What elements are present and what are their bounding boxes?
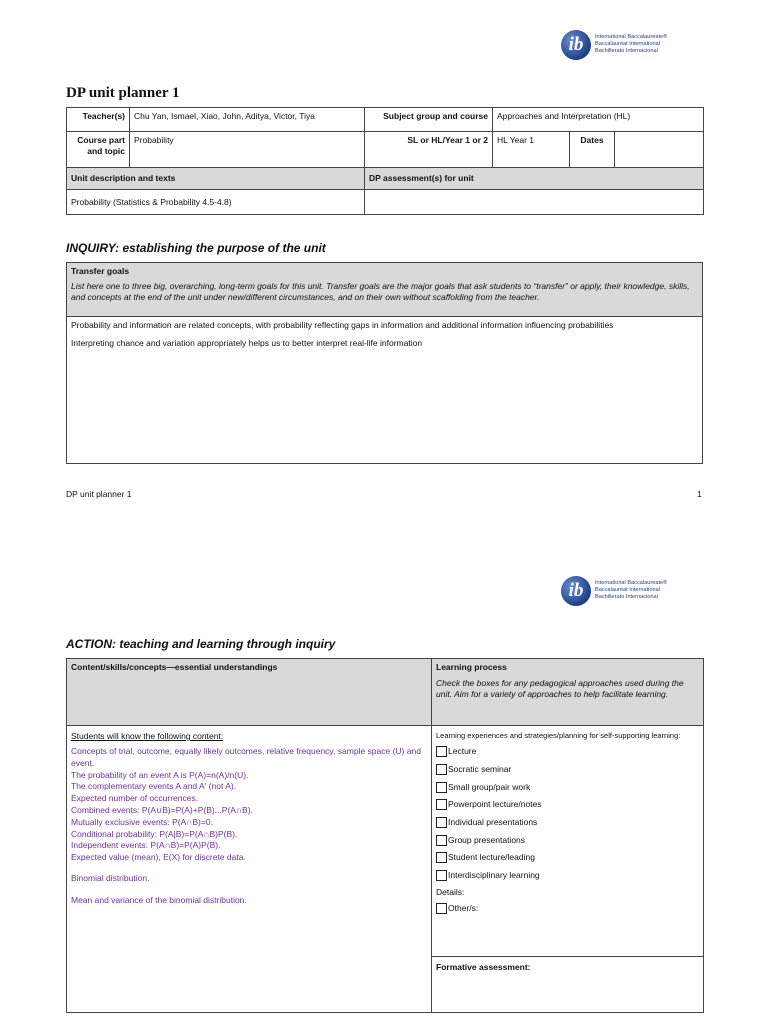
transfer-goals-content[interactable] (67, 317, 703, 464)
transfer-goals-instructions: List here one to three big, overarching, long-term goals for this unit. Transfer goals are the major goals that ask students to “transfer” or apply, their knowledge, skills, and concepts at the end of the unit under new/different circumstances, and on their own without scaffolding from the teacher. (71, 281, 690, 302)
learning-experiences-label: Learning experiences and strategies/planning for self-supporting learning: (436, 731, 681, 740)
checkbox-individual-presentations[interactable]: Individual presentations (436, 814, 699, 832)
footer-page-number: 1 (697, 489, 702, 499)
ib-logo-text: International Baccalaureate® Baccalauréat International Bachillerato Internacional (595, 580, 668, 600)
content-header: Content/skills/concepts—essential understandings (67, 659, 432, 726)
details-label: Details: (436, 886, 465, 897)
checkbox-group-presentations[interactable]: Group presentations (436, 831, 699, 849)
action-table (66, 658, 704, 1013)
ib-logo-mark: ib (561, 576, 591, 606)
page-title: DP unit planner 1 (66, 85, 180, 101)
content-line: Conditional probability: P(A|B)=P(A∩B)P(B). (71, 828, 238, 839)
ib-logo-page2 (561, 576, 681, 612)
learning-process-instructions: Check the boxes for any pedagogical approaches used during the unit. Aim for a variety of approaches to help facilitate learning. (436, 678, 684, 699)
checkbox-box[interactable] (436, 903, 447, 914)
ib-logo (561, 30, 681, 66)
footer-title: DP unit planner 1 (66, 489, 132, 499)
content-cell[interactable] (67, 726, 432, 1013)
checkbox-box[interactable] (436, 764, 447, 775)
content-line: The probability of an event A is P(A)=n(A)/n(U). (71, 769, 249, 780)
content-line: Binomial distribution. (71, 872, 150, 883)
learning-process-label: Learning process (436, 662, 507, 672)
transfer-goals-header (67, 263, 703, 317)
content-line: The complementary events A and A′ (not A). (71, 781, 237, 792)
checkbox-small-group[interactable]: Small group/pair work (436, 778, 699, 796)
checkbox-other[interactable]: Other/s: (436, 900, 699, 918)
checkbox-box[interactable] (436, 799, 447, 810)
course-part-label: Course part and topic (67, 132, 130, 168)
dp-assessment-label: DP assessment(s) for unit (365, 168, 704, 190)
dates-value[interactable] (615, 132, 704, 168)
checkbox-socratic-seminar[interactable]: Socratic seminar (436, 761, 699, 779)
transfer-goals-table (66, 262, 703, 464)
checkbox-box[interactable] (436, 852, 447, 863)
checkbox-box[interactable] (436, 782, 447, 793)
checkbox-box[interactable] (436, 835, 447, 846)
formative-assessment-label[interactable]: Formative assessment: (432, 957, 704, 1013)
teachers-label: Teacher(s) (67, 108, 130, 132)
subject-value[interactable]: Approaches and Interpretation (HL) (493, 108, 704, 132)
ib-logo-text: International Baccalaureate® Baccalauréat International Bachillerato Internacional (595, 34, 668, 54)
teachers-value[interactable]: Chu Yan, Ismael, Xiao, John, Aditya, Victor, Tiya (130, 108, 365, 132)
transfer-goals-label: Transfer goals (71, 266, 130, 276)
checkbox-lecture[interactable]: Lecture (436, 743, 699, 761)
checkbox-box[interactable] (436, 870, 447, 881)
learning-experiences-cell (432, 726, 704, 957)
checkbox-powerpoint[interactable]: Powerpoint lecture/notes (436, 796, 699, 814)
unit-info-table (66, 107, 704, 215)
checkbox-box[interactable] (436, 746, 447, 757)
content-line: Independent events: P(A∩B)=P(A)P(B). (71, 840, 221, 851)
checkbox-interdisciplinary[interactable]: Interdisciplinary learning (436, 867, 699, 885)
students-know-heading: Students will know the following content: (71, 731, 224, 741)
checkbox-student-lecture[interactable]: Student lecture/leading (436, 849, 699, 867)
action-title: ACTION: teaching and learning through inquiry (66, 637, 336, 651)
ib-logo-mark: ib (561, 30, 591, 60)
dates-label: Dates (570, 132, 615, 168)
dp-assessment-value[interactable] (365, 190, 704, 215)
content-line: Expected number of occurrences. (71, 793, 199, 804)
sl-hl-value[interactable]: HL Year 1 (493, 132, 570, 168)
inquiry-title: INQUIRY: establishing the purpose of the unit (66, 241, 326, 255)
content-line: Combined events: P(A∪B)=P(A)+P(B)...P(A∩B). (71, 804, 253, 815)
unit-description-value[interactable]: Probability (Statistics & Probability 4.5-4.8) (67, 190, 365, 215)
course-part-value[interactable]: Probability (130, 132, 365, 168)
content-line: Concepts of trial, outcome, equally likely outcomes, relative frequency, sample space (U) and event. (71, 746, 421, 768)
content-line: Mutually exclusive events: P(A∩B)=0. (71, 816, 213, 827)
subject-label: Subject group and course (365, 108, 493, 132)
learning-process-header (432, 659, 704, 726)
content-list (71, 746, 427, 907)
sl-hl-label: SL or HL/Year 1 or 2 (365, 132, 493, 168)
checkbox-box[interactable] (436, 817, 447, 828)
content-line: Mean and variance of the binomial distribution. (71, 894, 247, 905)
unit-description-label: Unit description and texts (67, 168, 365, 190)
transfer-goal-2: Interpreting chance and variation appropriately helps us to better interpret real-life information (71, 338, 423, 348)
content-line: Expected value (mean), E(X) for discrete data. (71, 852, 246, 863)
transfer-goal-1: Probability and information are related concepts, with probability reflecting gaps in information and additional information influencing probabilities (71, 320, 614, 330)
